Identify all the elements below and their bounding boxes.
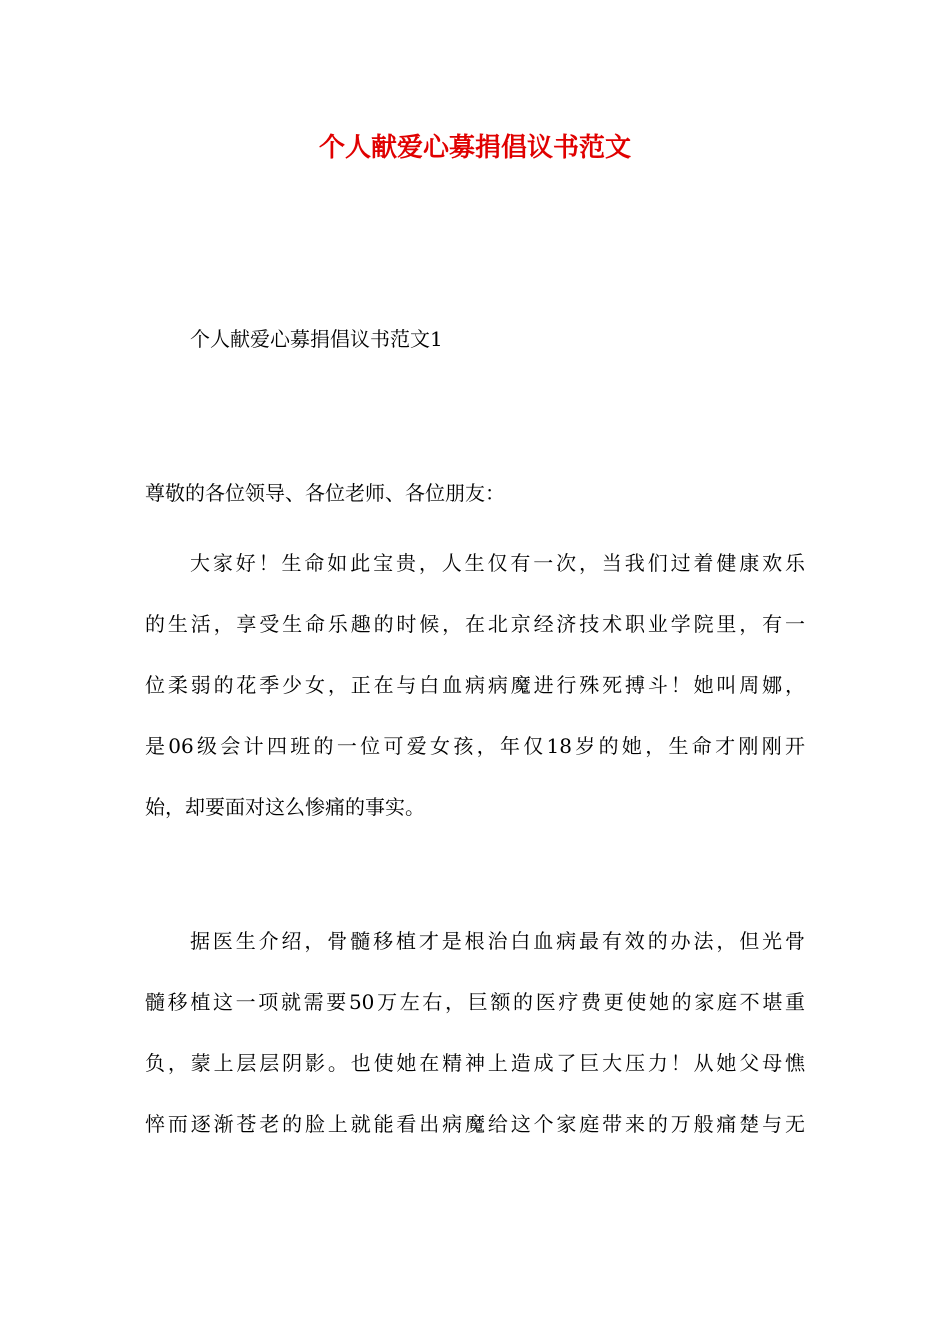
salutation: 尊敬的各位领导、各位老师、各位朋友： <box>145 481 505 505</box>
paragraph-line: 髓移植这一项就需要50万左右，巨额的医疗费更使她的家庭不堪重 <box>145 990 805 1014</box>
document-title: 个人献爱心募捐倡议书范文 <box>318 133 631 163</box>
paragraph-line: 始，却要面对这么惨痛的事实。 <box>145 795 425 819</box>
paragraph-line: 悴而逐渐苍老的脸上就能看出病魔给这个家庭带来的万般痛楚与无 <box>145 1112 805 1136</box>
paragraph-2 <box>145 926 805 1170</box>
paragraph-line: 位柔弱的花季少女，正在与白血病病魔进行殊死搏斗！她叫周娜， <box>145 673 805 697</box>
paragraph-line: 大家好！生命如此宝贵，人生仅有一次，当我们过着健康欢乐 <box>190 551 805 575</box>
paragraph-line: 负，蒙上层层阴影。也使她在精神上造成了巨大压力！从她父母憔 <box>145 1051 805 1075</box>
paragraph-line: 的生活，享受生命乐趣的时候，在北京经济技术职业学院里，有一 <box>145 612 805 636</box>
paragraph-line: 是06级会计四班的一位可爱女孩，年仅18岁的她，生命才刚刚开 <box>145 734 805 758</box>
document-subtitle: 个人献爱心募捐倡议书范文1 <box>190 327 443 351</box>
paragraph-line: 据医生介绍，骨髓移植才是根治白血病最有效的办法，但光骨 <box>190 929 805 953</box>
paragraph-1 <box>145 548 805 853</box>
